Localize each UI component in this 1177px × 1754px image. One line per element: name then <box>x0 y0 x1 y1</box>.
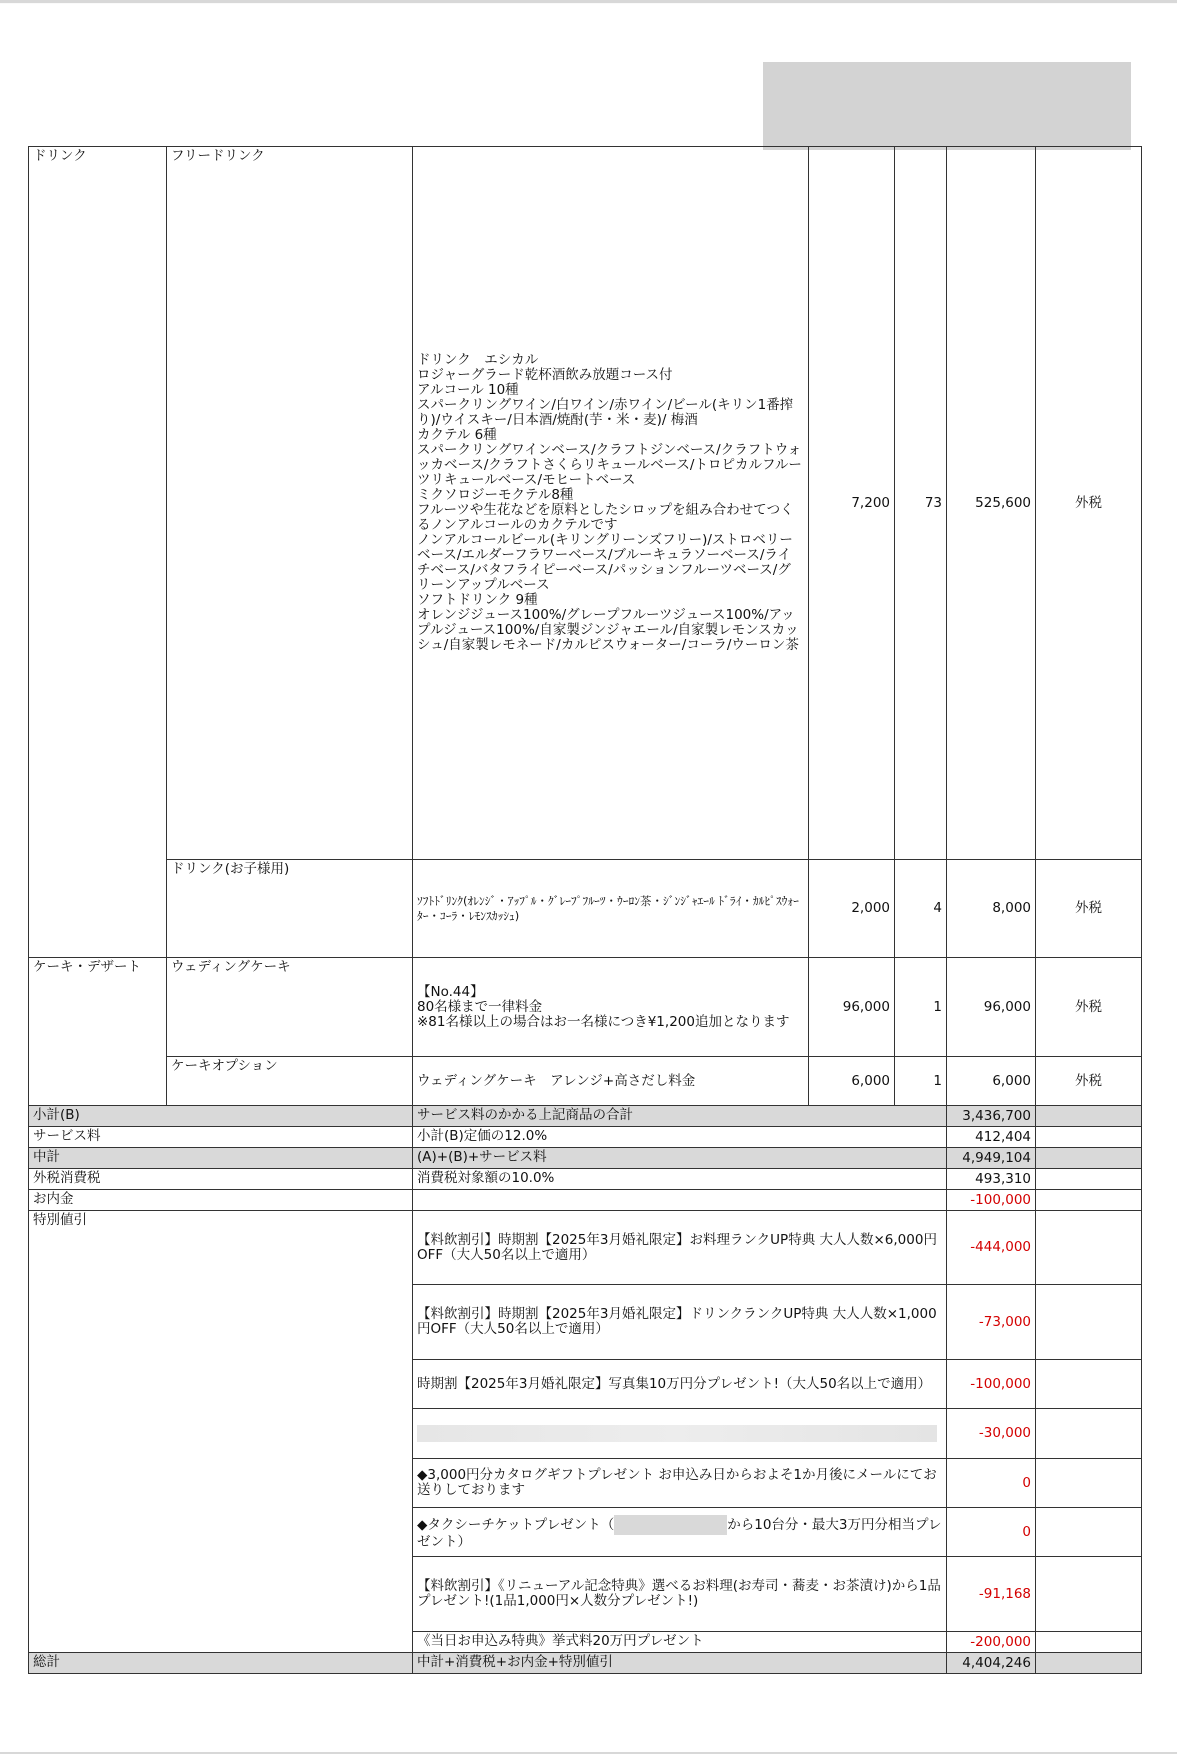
discount-row <box>29 1211 1142 1285</box>
amount: 525,600 <box>947 147 1036 860</box>
summary-desc: サービス料のかかる上記商品の合計 <box>413 1106 947 1127</box>
line-item-row <box>29 147 1142 860</box>
tax-type: 外税 <box>1036 860 1142 958</box>
summary-row-midtotal <box>29 1148 1142 1169</box>
item-description: ｿﾌﾄﾄﾞﾘﾝｸ(ｵﾚﾝｼﾞ・ｱｯﾌﾟﾙ・ｸﾞﾚｰﾌﾟﾌﾙｰﾂ・ｳｰﾛﾝ茶・ｼﾞﾝｼﾞｬｴｰﾙ ﾄﾞﾗｲ・ｶﾙﾋﾟｽｳｫｰﾀｰ・ｺｰﾗ・ﾚﾓﾝｽｶｯｼｭ) <box>413 860 809 958</box>
discount-amount: -30,000 <box>947 1409 1036 1459</box>
item-name: フリードリンク <box>167 147 413 860</box>
quantity: 4 <box>895 860 947 958</box>
total-amount: 4,404,246 <box>947 1653 1036 1674</box>
discount-text-part: から10台分・最大3万円分相当プレゼント） <box>417 1516 942 1550</box>
discount-amount: -91,168 <box>947 1557 1036 1632</box>
discount-amount: 0 <box>947 1459 1036 1508</box>
amount: 8,000 <box>947 860 1036 958</box>
unit-price: 7,200 <box>809 147 895 860</box>
summary-amount: 3,436,700 <box>947 1106 1036 1127</box>
discount-text: 【料飲割引】《リニューアル記念特典》選べるお料理(お寿司・蕎麦・お茶漬け)から1品プレゼント!(1品1,000円×人数分プレゼント!) <box>413 1557 947 1632</box>
item-name: ドリンク(お子様用) <box>167 860 413 958</box>
tax-type: 外税 <box>1036 958 1142 1057</box>
discount-text: 《当日お申込み特典》挙式料20万円プレゼント <box>413 1632 947 1653</box>
summary-desc: 小計(B)定価の12.0% <box>413 1127 947 1148</box>
discount-text: 時期割【2025年3月婚礼限定】写真集10万円分プレゼント!（大人50名以上で適用） <box>413 1360 947 1409</box>
line-item-row <box>29 860 1142 958</box>
summary-label: 中計 <box>29 1148 413 1169</box>
redacted-text <box>614 1515 727 1535</box>
discount-text <box>413 1409 947 1459</box>
discount-text: 【料飲割引】時期割【2025年3月婚礼限定】お料理ランクUP特典 大人人数×6,000円OFF（大人50名以上で適用） <box>413 1211 947 1285</box>
estimate-table <box>28 146 1142 1674</box>
summary-row-deposit <box>29 1190 1142 1211</box>
line-item-row <box>29 1057 1142 1106</box>
total-desc: 中計+消費税+お内金+特別値引 <box>413 1653 947 1674</box>
grand-total-row <box>29 1653 1142 1674</box>
line-item-row <box>29 958 1142 1057</box>
category-cell: ケーキ・デザート <box>29 958 167 1106</box>
tax-type: 外税 <box>1036 147 1142 860</box>
discount-text: ◆3,000円分カタログギフトプレゼント お申込み日からおよそ1か月後にメールにてお送りしております <box>413 1459 947 1508</box>
summary-amount: -100,000 <box>947 1190 1036 1211</box>
discount-amount: -444,000 <box>947 1211 1036 1285</box>
category-cell: ドリンク <box>29 147 167 958</box>
total-label: 総計 <box>29 1653 413 1674</box>
quantity: 73 <box>895 147 947 860</box>
summary-desc: 消費税対象額の10.0% <box>413 1169 947 1190</box>
unit-price: 96,000 <box>809 958 895 1057</box>
summary-amount: 412,404 <box>947 1127 1036 1148</box>
summary-amount: 493,310 <box>947 1169 1036 1190</box>
item-description: 【No.44】 80名様まで一律料金 ※81名様以上の場合はお一名様につき¥1,200追加となります <box>413 958 809 1057</box>
summary-row-subtotal <box>29 1106 1142 1127</box>
discount-text <box>413 1508 947 1557</box>
unit-price: 6,000 <box>809 1057 895 1106</box>
unit-price: 2,000 <box>809 860 895 958</box>
summary-label: サービス料 <box>29 1127 413 1148</box>
quantity: 1 <box>895 1057 947 1106</box>
summary-amount: 4,949,104 <box>947 1148 1036 1169</box>
summary-desc <box>413 1190 947 1211</box>
summary-label: 小計(B) <box>29 1106 413 1127</box>
summary-row-tax <box>29 1169 1142 1190</box>
discount-text: 【料飲割引】時期割【2025年3月婚礼限定】ドリンクランクUP特典 大人人数×1,000円OFF（大人50名以上で適用） <box>413 1285 947 1360</box>
item-description: ドリンク エシカル ロジャーグラード乾杯酒飲み放題コース付 アルコール 10種 スパークリングワイン/白ワイン/赤ワイン/ビール(キリン1番搾り)/ウイスキー/日本酒/焼酎(芋・米・麦)/ 梅酒 カクテル 6種 スパークリングワインベース/クラフトジンベース/クラフトウォッカベース/クラフトさくらリキュールベース/トロピカルフルーツリキュールベース/モヒートベース ミクソロジーモクテル8種 フルーツや生花などを原料としたシロップを組み合わせてつくるノンアルコールのカクテルです ノンアルコールビール(キリングリーンズフリー)/ストロベリーベース/エルダーフラワーベース/ブルーキュラソーベース/ライチベース/バタフライピーベース/パッションフルーツベース/グリーンアップルベース ソフトドリンク 9種 オレンジジュース100%/グレープフルーツジュース100%/アップルジュース100%/自家製ジンジャエール/自家製レモンスカッシュ/自家製レモネード/カルピスウォーター/コーラ/ウーロン茶 <box>413 147 809 860</box>
page-top-edge <box>0 0 1177 3</box>
summary-desc: (A)+(B)+サービス料 <box>413 1148 947 1169</box>
discount-label: 特別値引 <box>29 1211 413 1653</box>
item-name: ケーキオプション <box>167 1057 413 1106</box>
summary-row-service <box>29 1127 1142 1148</box>
discount-amount: -73,000 <box>947 1285 1036 1360</box>
amount: 96,000 <box>947 958 1036 1057</box>
discount-amount: -200,000 <box>947 1632 1036 1653</box>
summary-label: 外税消費税 <box>29 1169 413 1190</box>
item-name: ウェディングケーキ <box>167 958 413 1057</box>
tax-type: 外税 <box>1036 1057 1142 1106</box>
redacted-text <box>417 1425 937 1442</box>
discount-text-part: ◆タクシーチケットプレゼント（ <box>417 1516 615 1533</box>
quantity: 1 <box>895 958 947 1057</box>
item-description: ウェディングケーキ アレンジ+高さだし料金 <box>413 1057 809 1106</box>
discount-amount: 0 <box>947 1508 1036 1557</box>
summary-label: お内金 <box>29 1190 413 1211</box>
redacted-block <box>763 62 1131 150</box>
amount: 6,000 <box>947 1057 1036 1106</box>
discount-amount: -100,000 <box>947 1360 1036 1409</box>
